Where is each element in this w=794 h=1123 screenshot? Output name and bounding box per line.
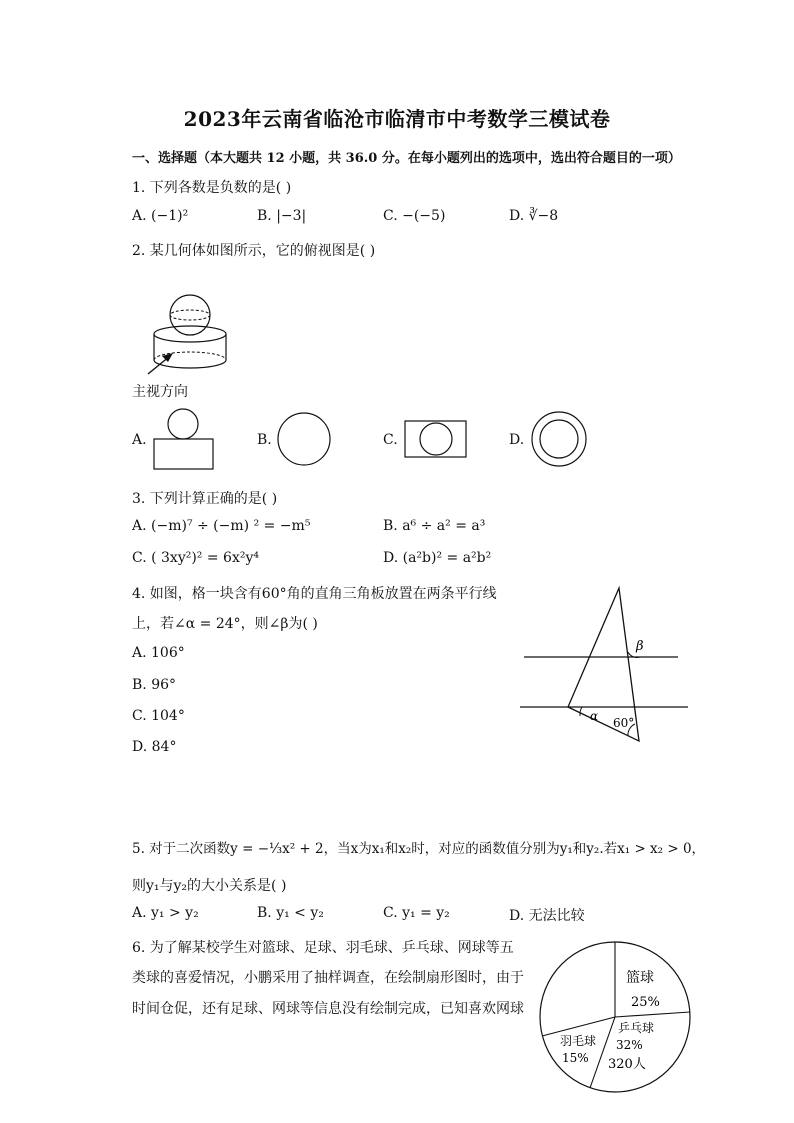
q1-option-c: C. −(−5) <box>383 208 446 224</box>
q2-option-a: A. <box>132 432 147 448</box>
pie-pct-basketball: 25% <box>631 995 660 1010</box>
question-4-stem-line2: 上，若∠α = 24°，则∠β为( ) <box>132 616 318 632</box>
q2-figure-d <box>530 410 590 470</box>
question-5-stem-line2: 则y₁与y₂的大小关系是( ) <box>132 878 287 894</box>
q4-option-d: D. 84° <box>132 739 177 755</box>
pie-chart-figure <box>538 940 692 1094</box>
pie-count-pingpong: 320人 <box>608 1057 646 1072</box>
question-5-stem-line1: 5. 对于二次函数y = −⅓x² + 2，当x为x₁和x₂时，对应的函数值分别为y₁和y₂.若x₁ > x₂ > 0， <box>132 841 706 857</box>
solid-figure <box>140 290 230 380</box>
q2-figure-b <box>277 412 333 468</box>
q5-option-b: B. y₁ < y₂ <box>257 905 324 921</box>
q2-option-b: B. <box>257 432 272 448</box>
q3-option-a: A. (−m)⁷ ÷ (−m) ² = −m⁵ <box>132 518 311 534</box>
sixty-degree-label: 60° <box>613 716 635 730</box>
q3-option-d: D. (a²b)² = a²b² <box>383 550 492 566</box>
question-3-stem: 3. 下列计算正确的是( ) <box>132 491 278 507</box>
q2-figure-a <box>153 408 215 472</box>
question-6-stem-line3: 时间仓促，还有足球、网球等信息没有绘制完成，已知喜欢网球 <box>132 1001 524 1017</box>
pie-label-pingpong: 乒乓球 <box>618 1021 655 1035</box>
q2-option-c: C. <box>383 432 398 448</box>
pie-pct-badminton: 15% <box>562 1051 589 1065</box>
q2-figure-c <box>404 420 468 460</box>
q3-option-b: B. a⁶ ÷ a² = a³ <box>383 518 486 534</box>
q5-option-d: D. 无法比较 <box>509 908 585 924</box>
beta-label: β <box>636 639 644 654</box>
question-1-stem: 1. 下列各数是负数的是( ) <box>132 180 292 196</box>
q5-option-a: A. y₁ > y₂ <box>132 905 199 921</box>
question-4-stem-line1: 4. 如图，格一块含有60°角的直角三角板放置在两条平行线 <box>132 586 497 602</box>
pie-label-badminton: 羽毛球 <box>560 1034 597 1048</box>
view-direction-label: 主视方向 <box>132 384 188 400</box>
question-2-stem: 2. 某几何体如图所示，它的俯视图是( ) <box>132 243 376 259</box>
q5-option-c: C. y₁ = y₂ <box>383 905 450 921</box>
page-title: 2023年云南省临沧市临清市中考数学三模试卷 <box>183 107 611 131</box>
q4-option-a: A. 106° <box>132 645 185 661</box>
pie-label-basketball: 篮球 <box>626 970 654 986</box>
section-heading: 一、选择题（本大题共 12 小题，共 36.0 分。在每小题列出的选项中，选出符合题目的一项） <box>132 151 681 166</box>
q1-option-a: A. (−1)² <box>132 208 189 224</box>
q1-option-d: D. ∛−8 <box>509 208 559 224</box>
question-6-stem-line1: 6. 为了解某校学生对篮球、足球、羽毛球、乒乓球、网球等五 <box>132 940 514 956</box>
q3-option-c: C. ( 3xy²)² = 6x²y⁴ <box>132 550 259 566</box>
q4-option-c: C. 104° <box>132 708 185 724</box>
q1-option-b: B. |−3| <box>257 208 307 224</box>
q2-option-d: D. <box>509 432 525 448</box>
parallel-lines-triangle-figure <box>518 584 694 744</box>
alpha-label: α <box>590 709 599 723</box>
question-6-stem-line2: 类球的喜爱情况，小鹏采用了抽样调查，在绘制扇形图时，由于 <box>132 970 524 986</box>
pie-pct-pingpong: 32% <box>616 1038 643 1052</box>
q4-option-b: B. 96° <box>132 677 177 693</box>
